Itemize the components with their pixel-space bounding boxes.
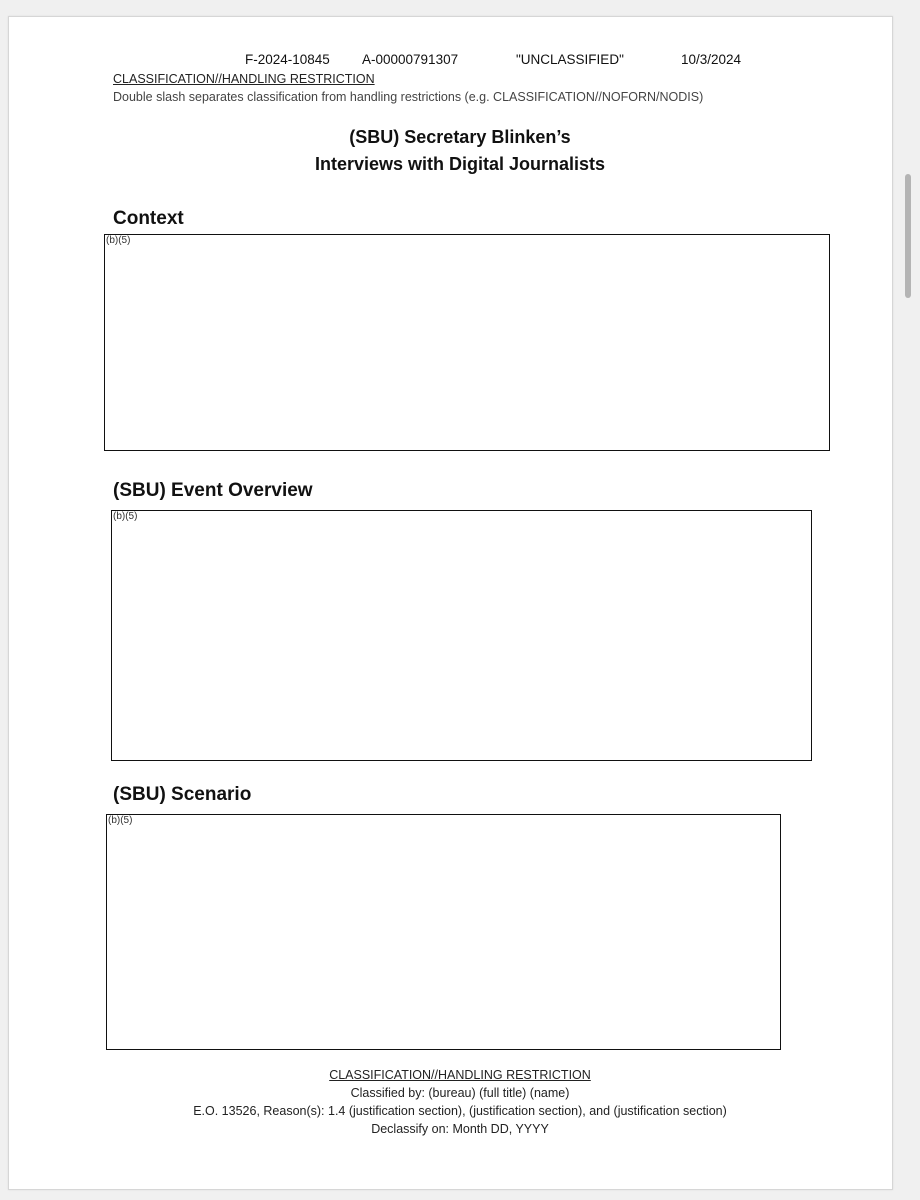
scrollbar-thumb[interactable] — [905, 174, 911, 298]
footer-eo-reason: E.O. 13526, Reason(s): 1.4 (justification section), (justification section), and (justification section) — [193, 1104, 727, 1118]
exemption-code: (b)(5) — [106, 235, 131, 246]
footer-classified-by: Classified by: (bureau) (full title) (name) — [350, 1086, 570, 1100]
exemption-code: (b)(5) — [108, 815, 133, 826]
footer-classification-line: CLASSIFICATION//HANDLING RESTRICTION — [329, 1068, 591, 1082]
section-heading-event-overview: (SBU) Event Overview — [113, 480, 313, 501]
release-date: 10/3/2024 — [681, 52, 742, 67]
document-number: A-00000791307 — [362, 52, 459, 67]
exemption-code: (b)(5) — [113, 511, 138, 522]
footer-declassify-on: Declassify on: Month DD, YYYY — [371, 1122, 549, 1136]
section-heading-context: Context — [113, 208, 184, 229]
header-classification-note: Double slash separates classification from handling restrictions (e.g. CLASSIFICATION//NOFORN/NODIS) — [113, 90, 704, 104]
document-title-line-1: (SBU) Secretary Blinken’s — [349, 127, 571, 147]
redaction-box-event-overview — [111, 510, 812, 761]
redaction-box-context — [104, 234, 830, 451]
header-classification-line: CLASSIFICATION//HANDLING RESTRICTION — [113, 72, 375, 86]
section-heading-scenario: (SBU) Scenario — [113, 784, 252, 805]
classification-stamp: "UNCLASSIFIED" — [516, 52, 624, 67]
case-number: F-2024-10845 — [245, 52, 330, 67]
redaction-box-scenario — [106, 814, 781, 1050]
document-title-line-2: Interviews with Digital Journalists — [314, 154, 606, 174]
